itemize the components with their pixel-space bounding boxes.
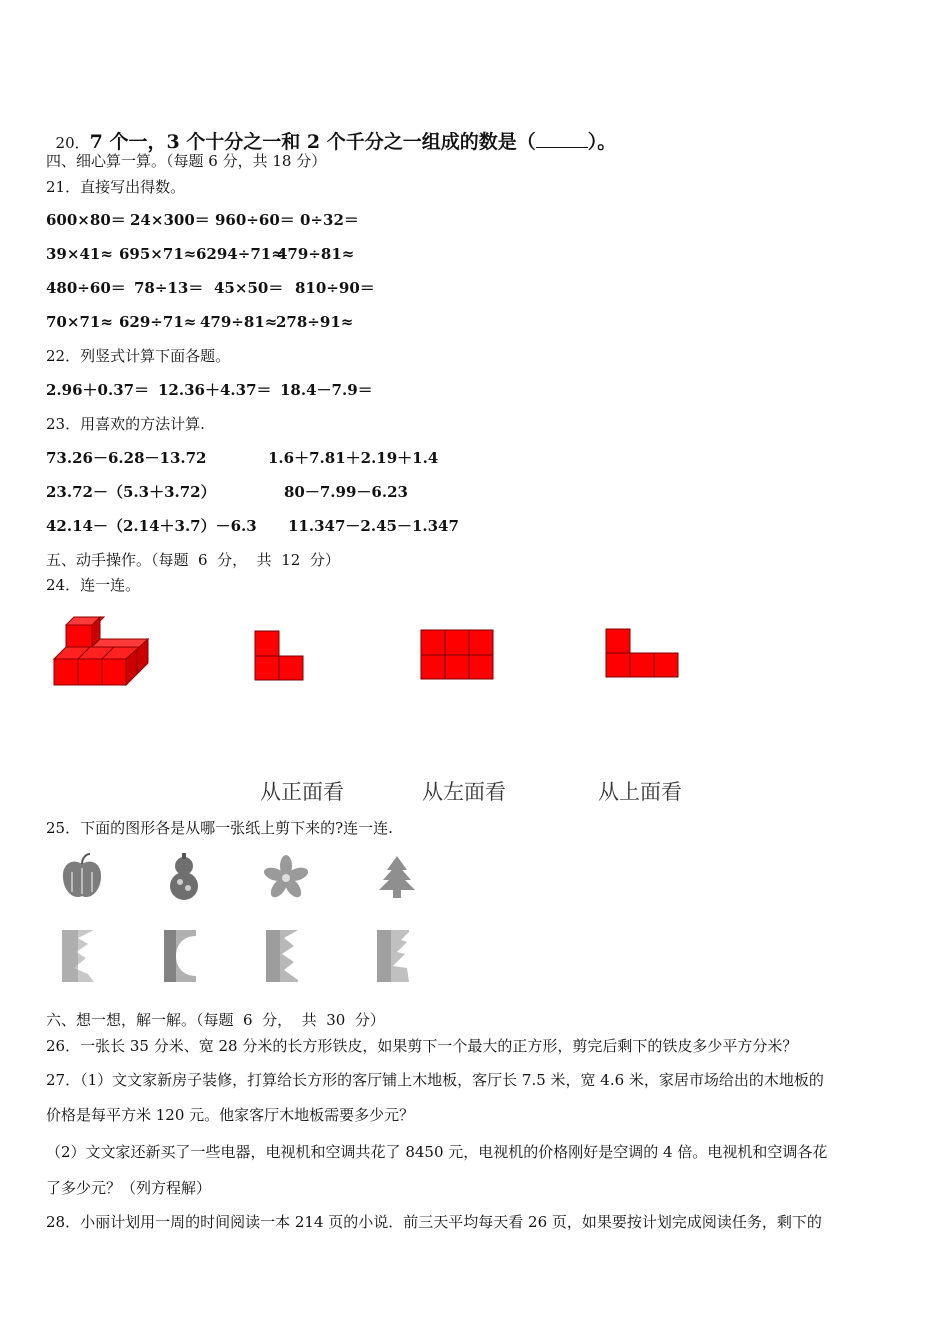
view-label-front: 从正面看 — [260, 780, 344, 804]
calc-item: 70×71≈ — [46, 313, 113, 331]
question-28: 28．小丽计划用一周的时间阅读一本 214 页的小说．前三天平均每天看 26 页，如果要按计划完成阅读任务，剩下的 — [46, 1213, 822, 1231]
folded-paper-a-image — [58, 928, 98, 984]
view-label-left: 从左面看 — [422, 780, 506, 804]
section-6-heading: 六、想一想，解一解。（每题 6 分， 共 30 分） — [46, 1011, 385, 1029]
calc-item: 73.26－6.28－13.72 — [46, 449, 207, 467]
folded-paper-d-image — [373, 928, 413, 984]
tree-cutout-image — [373, 852, 421, 904]
folded-paper-b-image — [160, 928, 200, 984]
question-27-part2-line2: 了多少元？（列方程解） — [46, 1179, 212, 1197]
question-26: 26．一张长 35 分米、宽 28 分米的长方形铁皮，如果剪下一个最大的正方形，剪完后剩下的铁皮多少平方分米？ — [46, 1037, 798, 1055]
calc-item: 12.36＋4.37＝ — [158, 381, 272, 399]
calc-item: 960÷60＝ — [215, 211, 295, 229]
answer-blank — [536, 133, 588, 148]
calc-item: 6294÷71≈ — [196, 245, 284, 263]
apple-cutout-image — [58, 852, 106, 904]
calc-item: 11.347－2.45－1.347 — [288, 517, 459, 535]
question-27-part1-line1: 27．（1）文文家新房子装修，打算给长方形的客厅铺上木地板，客厅长 7.5 米，宽 4.6 米，家居市场给出的木地板的 — [46, 1071, 824, 1089]
question-25-title: 25．下面的图形各是从哪一张纸上剪下来的?连一连. — [46, 819, 393, 837]
calc-item: 42.14－（2.14＋3.7）－6.3 — [46, 517, 257, 535]
calc-item: 1.6＋7.81＋2.19＋1.4 — [268, 449, 439, 467]
flower-cutout-image — [262, 852, 310, 904]
calc-item: 18.4－7.9＝ — [280, 381, 373, 399]
question-27-part1-line2: 价格是每平方米 120 元。他家客厅木地板需要多少元？ — [46, 1106, 415, 1124]
top-view-shape — [605, 628, 681, 680]
question-20 — [46, 112, 616, 153]
question-27-part2-line1: （2）文文家还新买了一些电器，电视机和空调共花了 8450 元，电视机的价格刚好是空调的 4 倍。电视机和空调各花 — [46, 1143, 828, 1161]
question-20-number: 20． — [55, 134, 90, 152]
front-view-shape — [254, 630, 306, 682]
question-22-title: 22．列竖式计算下面各题。 — [46, 347, 231, 365]
calc-item: 24×300＝ — [130, 211, 210, 229]
calc-item: 600×80＝ — [46, 211, 126, 229]
calc-item: 39×41≈ — [46, 245, 113, 263]
calc-item: 23.72－（5.3＋3.72） — [46, 483, 216, 501]
calc-item: 810÷90＝ — [295, 279, 375, 297]
question-21-title: 21．直接写出得数。 — [46, 178, 186, 196]
calc-item: 479÷81≈ — [277, 245, 355, 263]
calc-item: 479÷81≈ — [200, 313, 278, 331]
calc-item: 80－7.99－6.23 — [284, 483, 408, 501]
view-label-top: 从上面看 — [598, 780, 682, 804]
question-24-title: 24．连一连。 — [46, 576, 141, 594]
calc-item: 629÷71≈ — [119, 313, 197, 331]
calc-item: 45×50＝ — [214, 279, 284, 297]
folded-paper-c-image — [262, 928, 302, 984]
cube-stack-figure — [52, 615, 152, 690]
calc-item: 278÷91≈ — [276, 313, 354, 331]
question-20-text: 7 个一，3 个十分之一和 2 个千分之一组成的数是（ — [89, 131, 536, 153]
question-20-end: ）。 — [587, 131, 617, 153]
section-4-heading: 四、细心算一算。（每题 6 分，共 18 分） — [46, 152, 327, 170]
calc-item: 0÷32＝ — [300, 211, 359, 229]
left-view-shape — [420, 629, 496, 681]
calc-item: 480÷60＝ — [46, 279, 126, 297]
calc-item: 695×71≈ — [119, 245, 197, 263]
question-23-title: 23．用喜欢的方法计算. — [46, 415, 205, 433]
calc-item: 2.96＋0.37＝ — [46, 381, 150, 399]
calc-item: 78÷13＝ — [134, 279, 204, 297]
gourd-cutout-image — [160, 852, 208, 904]
section-5-heading: 五、动手操作。（每题 6 分， 共 12 分） — [46, 551, 340, 569]
